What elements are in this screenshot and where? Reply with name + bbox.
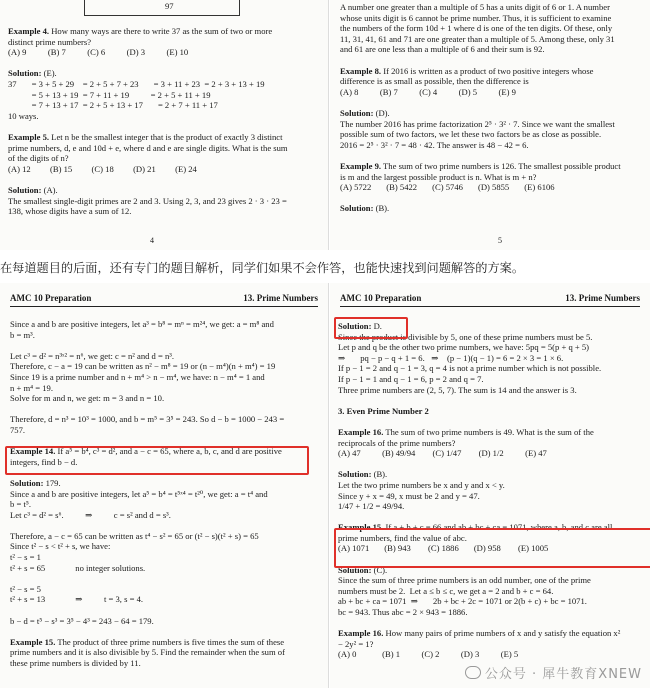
text-line: (A) 8 (B) 7 (C) 4 (D) 5 (E) 9: [340, 86, 516, 97]
table-fragment: [84, 0, 240, 16]
page-text: [8, 26, 288, 217]
text-line: possible sum of two factors, we let these two factors be as close as possible.: [340, 129, 602, 140]
text-line: Therefore, d = n³ = 10³ = 1000, and b = m⁵ = 3⁵ = 243. So d − b = 1000 − 243 =: [10, 414, 285, 425]
text-line: [10, 520, 285, 531]
text-line: distinct prime numbers?: [8, 36, 92, 47]
text-line: Solution: (B).: [338, 469, 388, 480]
text-line: Since 19 is a prime number and n + m⁴ > n − m⁴, we have: n − m⁴ = 1 and: [10, 371, 265, 382]
text-line: t² − s = 5: [10, 583, 41, 594]
text-line: numbers must be 2. Let a ≤ b ≤ c, we get a = 2 and b + c = 64.: [338, 585, 554, 596]
bold-label: Example 15.: [338, 522, 384, 533]
page-number: 4: [150, 236, 154, 245]
page-top-right: [330, 0, 650, 250]
header-left: AMC 10 Preparation: [10, 293, 92, 303]
text-line: [10, 340, 285, 351]
page-text: [10, 319, 285, 669]
text-line: The smallest single-digit primes are 2 and 3. Using 2, 3, and 23 gives 2 · 3 · 23 =: [8, 195, 287, 206]
text-line: prime numbers, find the value of abc.: [338, 532, 467, 543]
text-line: Solution: (D).: [340, 107, 390, 118]
text-line: the numbers of the form 10d + 1 where d is one of the ten digits. Of these, only: [340, 23, 613, 34]
text-line: reciprocals of the prime numbers?: [338, 437, 456, 448]
bold-label: Solution:: [340, 203, 374, 214]
text-line: [10, 404, 285, 415]
text-line: Therefore, c − a = 19 can be written as n² − m⁸ = 19 or (n − m⁴)(n + m⁴) = 19: [10, 361, 276, 372]
text-line: Let c³ = d² = n³ˣ² = n⁶, we get: c = n² and d = n³.: [10, 350, 175, 361]
bold-label: Solution:: [10, 477, 44, 488]
page-number: 5: [498, 236, 502, 245]
text-line: Since y + x = 49, x must be 2 and y = 47.: [338, 490, 480, 501]
text-line: Solution: (E).: [8, 68, 57, 79]
text-line: = 7 + 13 + 17 = 2 + 5 + 13 + 17 = 2 + 7 + 11 + 17: [8, 100, 218, 111]
caption-text: 在每道题目的后面，还有专门的题目解析，同学们如果不会作答，也能快速找到问题解答的方案。: [0, 258, 650, 278]
text-line: (A) 9 (B) 7 (C) 6 (D) 3 (E) 10: [8, 47, 189, 58]
text-line: Since the product is divisible by 5, one of these prime numbers must be 5.: [338, 331, 593, 342]
watermark: 公众号 · 犀牛教育XNEW: [465, 663, 642, 682]
text-line: 2016 = 2⁵ · 3² · 7 = 48 · 42. The answer is 48 − 42 = 6.: [340, 139, 529, 150]
text-line: t² − s = 1: [10, 552, 41, 563]
page-text: [340, 2, 621, 214]
page-header: [340, 293, 640, 307]
page-bottom-right: [330, 283, 650, 688]
highlight-box: [334, 528, 650, 568]
table-value: 97: [165, 1, 174, 11]
page-bottom-left: [0, 283, 329, 688]
text-line: bc = 943. Thus abc = 2 × 943 = 1886.: [338, 607, 468, 618]
bold-label: Solution:: [340, 107, 374, 118]
text-line: of the digits of n?: [8, 153, 69, 164]
text-line: [8, 58, 288, 69]
page-text: [338, 321, 620, 660]
text-line: 10 ways.: [8, 110, 39, 121]
text-line: 138, whose digits have a sum of 12.: [8, 206, 132, 217]
text-line: [338, 512, 620, 523]
bold-label: Example 8.: [340, 65, 382, 76]
text-line: 1/47 + 1/2 = 49/94.: [338, 501, 405, 512]
text-line: t² + s = 13 ⇒ t = 3, s = 4.: [10, 594, 144, 605]
text-line: [338, 459, 620, 470]
text-line: integers, find b − d.: [10, 456, 78, 467]
bold-label: Example 15.: [10, 636, 56, 647]
text-line: (A) 0 (B) 1 (C) 2 (D) 3 (E) 5: [338, 649, 519, 660]
text-line: and 61 are one less than a multiple of 6 and their sum is 92.: [340, 44, 545, 55]
text-line: = 5 + 13 + 19 = 7 + 11 + 19 = 2 + 5 + 11 + 19: [8, 89, 211, 100]
text-line: Example 15. If a + b + c = 66 and ab + bc + ca = 1071, where a, b, and c are all: [338, 522, 613, 533]
header-left: AMC 10 Preparation: [340, 293, 422, 303]
text-line: [340, 193, 621, 204]
text-line: Since a and b are positive integers, let a⁵ = b⁴ = t⁵ˣ⁴ = t²⁰, we get: a = t⁴ and: [10, 488, 268, 499]
text-line: t² + s = 65 no integer solutions.: [10, 562, 146, 573]
text-line: If p − 1 = 1 and q − 1 = 6, p = 2 and q = 7.: [338, 373, 484, 384]
bold-label: 3. Even Prime Number 2: [338, 405, 429, 416]
text-line: 11, 31, 41, 61 and 71 are one greater than a multiple of 5. Among these, only 31: [340, 33, 615, 44]
text-line: (A) 1071 (B) 943 (C) 1886 (D) 958 (E) 1005: [338, 543, 549, 554]
text-line: (A) 5722 (B) 5422 (C) 5746 (D) 5855 (E) 6106: [340, 182, 555, 193]
bold-label: Solution:: [338, 564, 372, 575]
text-line: [10, 626, 285, 637]
text-line: ⇒ pq − p − q + 1 = 6. ⇒ (p − 1)(q − 1) = 6 = 2 × 3 = 1 × 6.: [338, 352, 564, 363]
text-line: prime numbers, d, e and 10d + e, where d and e are single digits. What is the sum: [8, 142, 288, 153]
text-line: these prime numbers is divided by 11.: [10, 658, 141, 668]
text-line: Three prime numbers are (2, 5, 7). The sum is 14 and the answer is 3.: [338, 384, 577, 395]
text-line: (A) 12 (B) 15 (C) 18 (D) 21 (E) 24: [8, 163, 197, 174]
text-line: Solution: (A).: [8, 184, 58, 195]
bold-label: Example 14.: [10, 446, 56, 457]
text-line: − 2y² = 1?: [338, 638, 374, 649]
wechat-icon: [465, 666, 481, 679]
text-line: Example 9. The sum of two prime numbers is 126. The smallest possible product: [340, 160, 621, 171]
text-line: b = m³.: [10, 329, 35, 340]
text-line: Let p and q be the other two prime numbers, we have: 5pq = 5(p + q + 5): [338, 342, 590, 353]
text-line: Example 14. If a⁵ = b⁴, c³ = d², and a − c = 65, where a, b, c, and d are positive: [10, 446, 282, 457]
text-line: Example 16. The sum of two prime numbers is 49. What is the sum of the: [338, 426, 594, 437]
text-line: difference is as small as possible, then the difference is: [340, 76, 529, 87]
text-line: (A) 47 (B) 49/94 (C) 1/47 (D) 1/2 (E) 47: [338, 448, 547, 459]
text-line: A number one greater than a multiple of 5 has a units digit of 6 or 1. A number: [340, 2, 610, 12]
bold-label: Example 5.: [8, 131, 50, 142]
text-line: b = t⁵.: [10, 499, 31, 510]
text-line: Example 4. How many ways are there to write 37 as the sum of two or more: [8, 26, 273, 36]
text-line: The number 2016 has prime factorization 2⁵ · 3² · 7. Since we want the smallest: [340, 118, 615, 129]
text-line: Since the sum of three prime numbers is an odd number, one of the prime: [338, 575, 591, 586]
text-line: [10, 573, 285, 584]
page-top-left: [0, 0, 329, 250]
text-line: [8, 121, 288, 132]
bold-label: Example 9.: [340, 160, 382, 171]
highlight-box: [334, 317, 408, 339]
bold-label: Solution:: [8, 68, 42, 79]
text-line: Let c³ = d² = s⁶. ⇒ c = s² and d = s³.: [10, 509, 171, 520]
bold-label: Solution:: [338, 321, 372, 331]
text-line: Solution: (C).: [338, 564, 388, 575]
header-right: 13. Prime Numbers: [565, 293, 640, 303]
text-line: Let the two prime numbers be x and y and x < y.: [338, 479, 505, 490]
text-line: If p − 1 = 2 and q − 1 = 3, q = 4 is not a prime number which is not possible.: [338, 363, 602, 374]
text-line: Since a and b are positive integers, let a³ = b⁸ = mⁿ = m²⁴, we get: a = m⁸ and: [10, 319, 274, 329]
text-line: Solution: (B).: [340, 203, 390, 214]
header-right: 13. Prime Numbers: [243, 293, 318, 303]
bold-label: Solution:: [338, 469, 372, 480]
text-line: [340, 97, 621, 108]
text-line: whose units digit is 6 cannot be prime number. Thus, it is sufficient to examine: [340, 12, 612, 23]
text-line: Example 15. The product of three prime numbers is five times the sum of these: [10, 636, 285, 647]
text-line: ab + bc + ca = 1071 ⇒ 2b + bc + 2c = 1071 or 2(b + c) + bc = 1071.: [338, 596, 587, 607]
text-line: Solve for m and n, we get: m = 3 and n = 10.: [10, 393, 165, 404]
text-line: Solution: 179.: [10, 477, 61, 488]
text-line: Since t² − s < t² + s, we have:: [10, 541, 111, 552]
text-line: 37 = 3 + 5 + 29 = 2 + 5 + 7 + 23 = 3 + 11 + 23 = 2 + 3 + 13 + 19: [8, 78, 265, 89]
text-line: [340, 150, 621, 161]
text-line: [338, 618, 620, 629]
text-line: n + m⁴ = 19.: [10, 382, 54, 393]
bold-label: Example 16.: [338, 628, 384, 639]
text-line: Therefore, a − c = 65 can be written as t⁴ − s² = 65 or (t² − s)(t² + s) = 65: [10, 530, 259, 541]
text-line: prime numbers and it is also divisible by 5. Find the remainder when the sum of: [10, 647, 285, 658]
text-line: Solution: D.: [338, 321, 382, 331]
bold-label: Example 16.: [338, 426, 384, 437]
text-line: [8, 174, 288, 185]
text-line: [338, 406, 620, 417]
bold-label: Example 4.: [8, 26, 50, 36]
text-line: [340, 55, 621, 66]
text-line: Example 16. How many pairs of prime numbers of x and y satisfy the equation x²: [338, 628, 621, 639]
text-line: [10, 436, 285, 447]
text-line: is m and the largest possible product is n. What is m + n?: [340, 171, 537, 182]
text-line: [338, 395, 620, 406]
text-line: [10, 605, 285, 616]
text-line: 757.: [10, 424, 26, 435]
text-line: Example 5. Let n be the smallest integer that is the product of exactly 3 distinct: [8, 131, 283, 142]
highlight-box: [5, 446, 309, 475]
text-line: Example 8. If 2016 is written as a product of two positive integers whose: [340, 65, 594, 76]
text-line: [338, 416, 620, 427]
bold-label: Solution:: [8, 184, 42, 195]
text-line: b − d = t⁵ − s³ = 3⁵ − 4³ = 243 − 64 = 179.: [10, 615, 154, 626]
page-header: [10, 293, 318, 307]
